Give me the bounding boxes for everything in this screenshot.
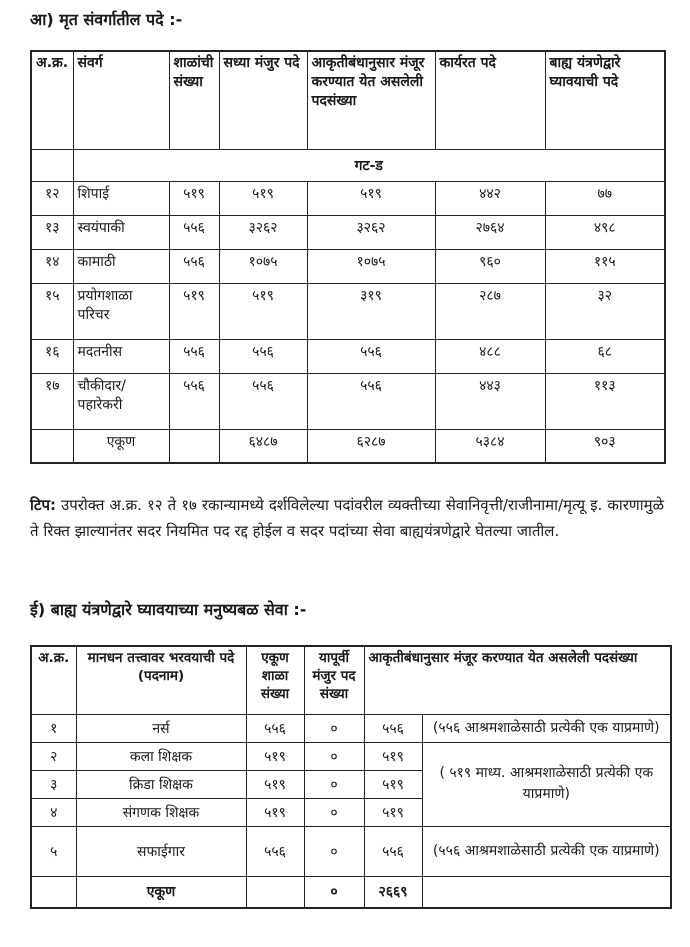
col-header-schools: शाळांची संख्या [169,51,219,149]
cell: ० [304,714,364,742]
cell: २ [31,742,76,770]
col-header-cadre: संवर्ग [73,51,169,149]
table-row [31,249,665,283]
total-row [31,429,665,463]
cell: ५५६ [219,373,307,429]
cell [246,876,304,908]
col-header-previous-sanctioned: यापूर्वी मंजुर पद संख्या [304,646,364,714]
cell: ९०३ [545,429,665,463]
cell: चौकीदार/ पहारेकरी [73,373,169,429]
cell: २८७ [435,283,545,339]
cell: ४४२ [435,181,545,215]
dead-cadre-posts-table [30,50,666,464]
group-label: गट-ड [73,149,665,181]
total-label: एकूण [73,429,169,463]
note-label: टिप: [30,496,56,514]
cell: ३२ [545,283,665,339]
cell: ४४३ [435,373,545,429]
cell: शिपाई [73,181,169,215]
cell: ९६० [435,249,545,283]
cell: ५१९ [364,798,422,826]
table-row [31,215,665,249]
cell: १०७५ [307,249,435,283]
table-header-row [31,51,665,149]
table-row [31,742,671,770]
cell: स्वयंपाकी [73,215,169,249]
cell: १५ [31,283,73,339]
table-header-row [31,646,671,714]
cell: ४ [31,798,76,826]
table-row [31,714,671,742]
cell [169,429,219,463]
cell: ५५६ [169,215,219,249]
cell: ५१९ [219,283,307,339]
table-row [31,181,665,215]
cell: ० [304,770,364,798]
cell: १२ [31,181,73,215]
col-header-current-sanctioned: सध्या मंजुर पदे [219,51,307,149]
group-row [31,149,665,181]
cell: ५५६ [169,373,219,429]
cell: ४९८ [545,215,665,249]
cell: ५५६ [219,339,307,373]
cell: ५१९ [169,283,219,339]
cell: ५३८४ [435,429,545,463]
remark-cell: (५५६ आश्रमशाळेसाठी प्रत्येकी एक याप्रमाणे) [422,826,671,876]
cell: ५१९ [219,181,307,215]
cell: कला शिक्षक [76,742,246,770]
table-row [31,826,671,876]
table-row [31,373,665,429]
cell: ० [304,798,364,826]
cell: नर्स [76,714,246,742]
cell: १६ [31,339,73,373]
cell: ० [304,876,364,908]
total-row [31,876,671,908]
col-header-working: कार्यरत पदे [435,51,545,149]
cell: ५५६ [169,249,219,283]
cell: ६२८७ [307,429,435,463]
col-header-total-schools: एकूण शाळा संख्या [246,646,304,714]
note-paragraph [30,492,664,544]
cell: २६६९ [364,876,422,908]
cell: क्रिडा शिक्षक [76,770,246,798]
cell: ११५ [545,249,665,283]
table-row [31,339,665,373]
cell: ५५६ [246,714,304,742]
cell: ६४८७ [219,429,307,463]
cell: ५५६ [307,339,435,373]
cell: ५५६ [169,339,219,373]
cell: ५१९ [246,798,304,826]
cell: ५१९ [364,742,422,770]
cell [31,876,76,908]
cell: ३२६२ [219,215,307,249]
col-header-post-name: मानधन तत्त्वावर भरवयाची पदे (पदनाम) [76,646,246,714]
cell: १३ [31,215,73,249]
cell: ५५६ [307,373,435,429]
cell: ५५६ [246,826,304,876]
cell: ५१९ [364,770,422,798]
cell: कामाठी [73,249,169,283]
cell: ५५६ [364,826,422,876]
cell: ५५६ [364,714,422,742]
col-header-pattern-sanctioned: आकृतीबंधानुसार मंजूर करण्यात येत असलेली पदसंख्या [307,51,435,149]
cell: ५१९ [307,181,435,215]
col-header-serial: अ.क्र. [31,51,73,149]
cell [31,429,73,463]
cell: ७७ [545,181,665,215]
col-header-pattern-sanctioned: आकृतीबंधानुसार मंजूर करण्यात येत असलेली पदसंख्या [364,646,671,714]
cell: १७ [31,373,73,429]
cell: ६८ [545,339,665,373]
cell: ५ [31,826,76,876]
cell: १ [31,714,76,742]
cell: ५१९ [169,181,219,215]
cell: १०७५ [219,249,307,283]
cell: ० [304,826,364,876]
cell: संगणक शिक्षक [76,798,246,826]
cell: ३ [31,770,76,798]
table-row [31,283,665,339]
cell: २७६४ [435,215,545,249]
total-label: एकूण [76,876,246,908]
section-heading-e: ई) बाह्य यंत्रणेद्वारे घ्यावयाच्या मनुष्यबळ सेवा :- [30,600,307,619]
cell: प्रयोगशाळा परिचर [73,283,169,339]
col-header-serial: अ.क्र. [31,646,76,714]
cell: सफाईगार [76,826,246,876]
remark-cell: (५५६ आश्रमशाळेसाठी प्रत्येकी एक याप्रमाणे) [422,714,671,742]
cell: ५१९ [246,770,304,798]
section-heading-a: आ) मृत संवर्गातील पदे :- [30,10,183,29]
cell: १४ [31,249,73,283]
cell: ० [304,742,364,770]
outsourced-services-table [30,645,672,909]
cell: ३१९ [307,283,435,339]
cell: ५१९ [246,742,304,770]
cell: ११३ [545,373,665,429]
cell [422,876,671,908]
cell: ३२६२ [307,215,435,249]
remark-cell: ( ५१९ माध्य. आश्रमशाळेसाठी प्रत्येकी एक याप्रमाणे) [422,742,671,826]
cell: मदतनीस [73,339,169,373]
cell: ४८८ [435,339,545,373]
col-header-outsourced: बाह्य यंत्रणेद्वारे घ्यावयाची पदे [545,51,665,149]
note-text: उपरोक्त अ.क्र. १२ ते १७ रकान्यामध्ये दर्शविलेल्या पदांवरील व्यक्तीच्या सेवानिवृत्ती/राजीनामा/मृत्यू इ. कारणामुळे ते रिक्त झाल्यानंतर सदर नियमित पद रद्द होईल व सदर पदांच्या सेवा बाह्ययंत्रणेद्वारे घेतल्या जातील. [30,496,664,540]
